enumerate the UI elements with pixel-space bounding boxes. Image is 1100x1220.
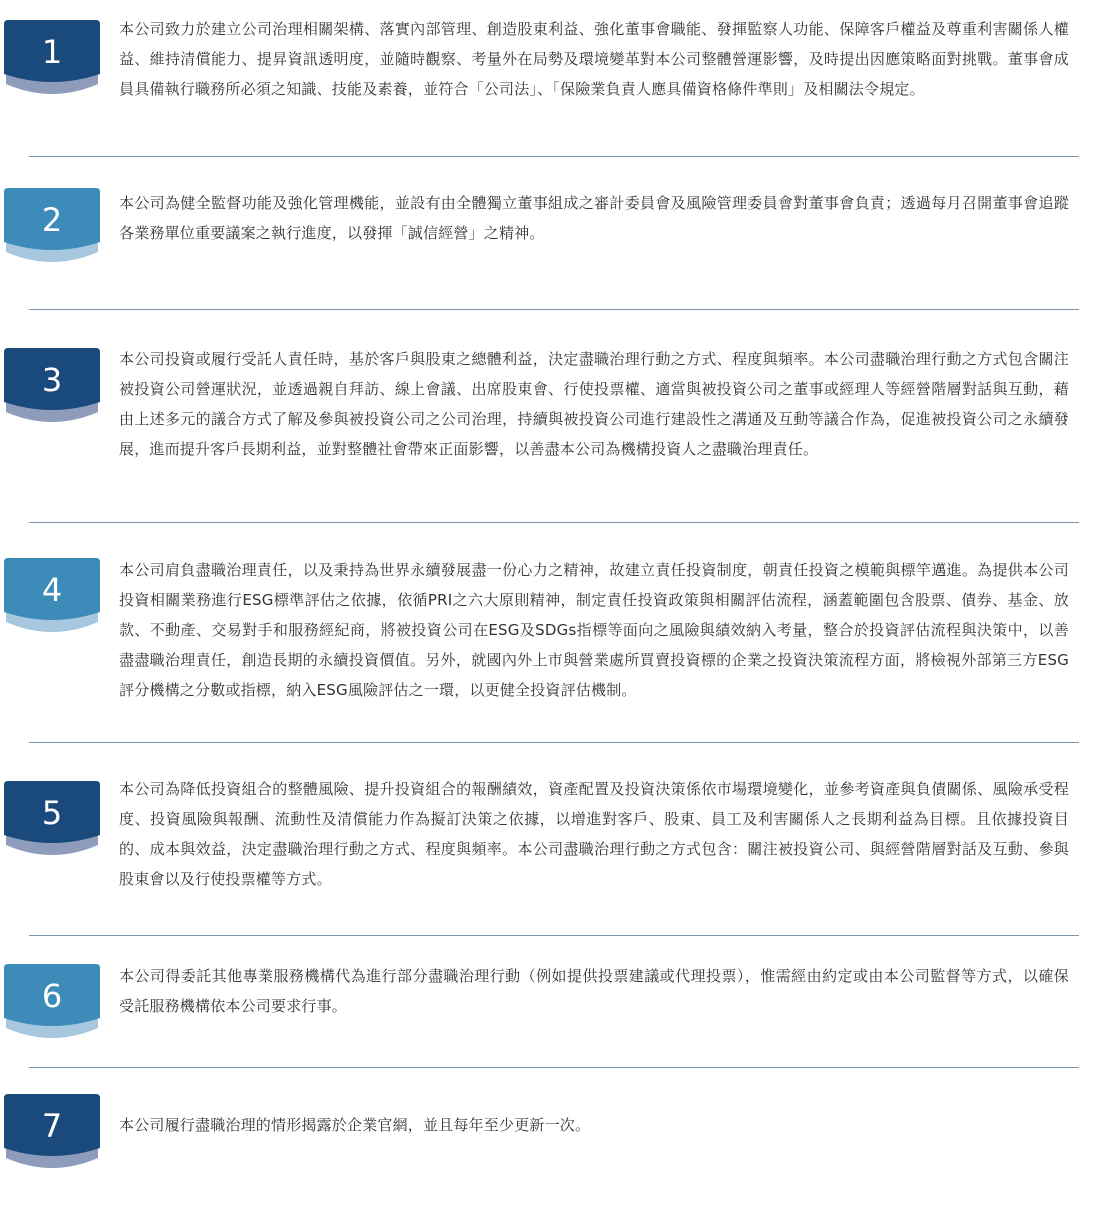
badge-number: 4 <box>41 571 63 609</box>
item-text: 本公司致力於建立公司治理相關架構、落實內部管理、創造股東利益、強化董事會職能、發揮監察人功能、保障客戶權益及尊重利害關係人權益、維持清償能力、提昇資訊透明度，並隨時觀察、考量外在局勢及環境變革對本公司整體營運影響，及時提出因應策略面對挑戰。董事會成員具備執行職務所必須之知識、技能及素養，並符合「公司法」、「保險業負責人應具備資格條件準則」及相關法令規定。 <box>119 20 1069 98</box>
divider <box>29 742 1079 743</box>
item-text: 本公司投資或履行受託人責任時，基於客戶與股東之總體利益，決定盡職治理行動之方式、程度與頻率。本公司盡職治理行動之方式包含關注被投資公司營運狀況，並透過親自拜訪、線上會議、出席股東會、行使投票權、適當與被投資公司之董事或經理人等經營階層對話與互動，藉由上述多元的議合方式了解及參與被投資公司之公司治理，持續與被投資公司進行建設性之溝通及互動等議合作為，促進被投資公司之永續發展，進而提升客戶長期利益，並對整體社會帶來正面影響，以善盡本公司為機構投資人之盡職治理責任。 <box>119 350 1069 458</box>
badge-number: 5 <box>41 794 63 832</box>
item-text: 本公司履行盡職治理的情形揭露於企業官網，並且每年至少更新一次。 <box>119 1116 591 1134</box>
divider <box>29 156 1079 157</box>
item-text: 本公司為健全監督功能及強化管理機能，並設有由全體獨立董事組成之審計委員會及風險管理委員會對董事會負責；透過每月召開董事會追蹤各業務單位重要議案之執行進度，以發揮「誠信經營」之精神。 <box>119 194 1069 242</box>
badge-number: 3 <box>41 361 63 399</box>
divider <box>29 935 1079 936</box>
number-badge <box>4 964 100 1040</box>
number-badge <box>4 20 100 96</box>
badge-number: 2 <box>41 201 63 239</box>
number-badge <box>4 781 100 857</box>
number-badge <box>4 188 100 264</box>
divider <box>29 522 1079 523</box>
badge-number: 1 <box>41 33 63 71</box>
number-badge <box>4 348 100 424</box>
badge-number: 7 <box>41 1107 63 1145</box>
item-text: 本公司肩負盡職治理責任，以及秉持為世界永續發展盡一份心力之精神，故建立責任投資制度，朝責任投資之模範與標竿邁進。為提供本公司投資相關業務進行ESG標準評估之依據，依循PRI之六大原則精神，制定責任投資政策與相關評估流程，涵蓋範圍包含股票、債券、基金、放款、不動產、交易對手和服務經紀商，將被投資公司在ESG及SDGs指標等面向之風險與績效納入考量，整合於投資評估流程與決策中，以善盡盡職治理責任，創造長期的永續投資價值。另外，就國內外上市與營業處所買賣投資標的企業之投資決策流程方面，將檢視外部第三方ESG評分機構之分數或指標，納入ESG風險評估之一環，以更健全投資評估機制。 <box>119 561 1069 699</box>
number-badge <box>4 1094 100 1170</box>
number-badge <box>4 558 100 634</box>
item-text: 本公司為降低投資組合的整體風險、提升投資組合的報酬績效，資產配置及投資決策係依市場環境變化，並參考資產與負債關係、風險承受程度、投資風險與報酬、流動性及清償能力作為擬訂決策之依據，以增進對客戶、股東、員工及利害關係人之長期利益為目標。且依據投資目的、成本與效益，決定盡職治理行動之方式、程度與頻率。本公司盡職治理行動之方式包含：關注被投資公司、與經營階層對話及互動、參與股東會以及行使投票權等方式。 <box>119 780 1069 888</box>
item-text: 本公司得委託其他專業服務機構代為進行部分盡職治理行動（例如提供投票建議或代理投票），惟需經由約定或由本公司監督等方式，以確保受託服務機構依本公司要求行事。 <box>119 967 1069 1015</box>
badge-number: 6 <box>41 977 63 1015</box>
divider <box>29 1067 1079 1068</box>
divider <box>29 309 1079 310</box>
